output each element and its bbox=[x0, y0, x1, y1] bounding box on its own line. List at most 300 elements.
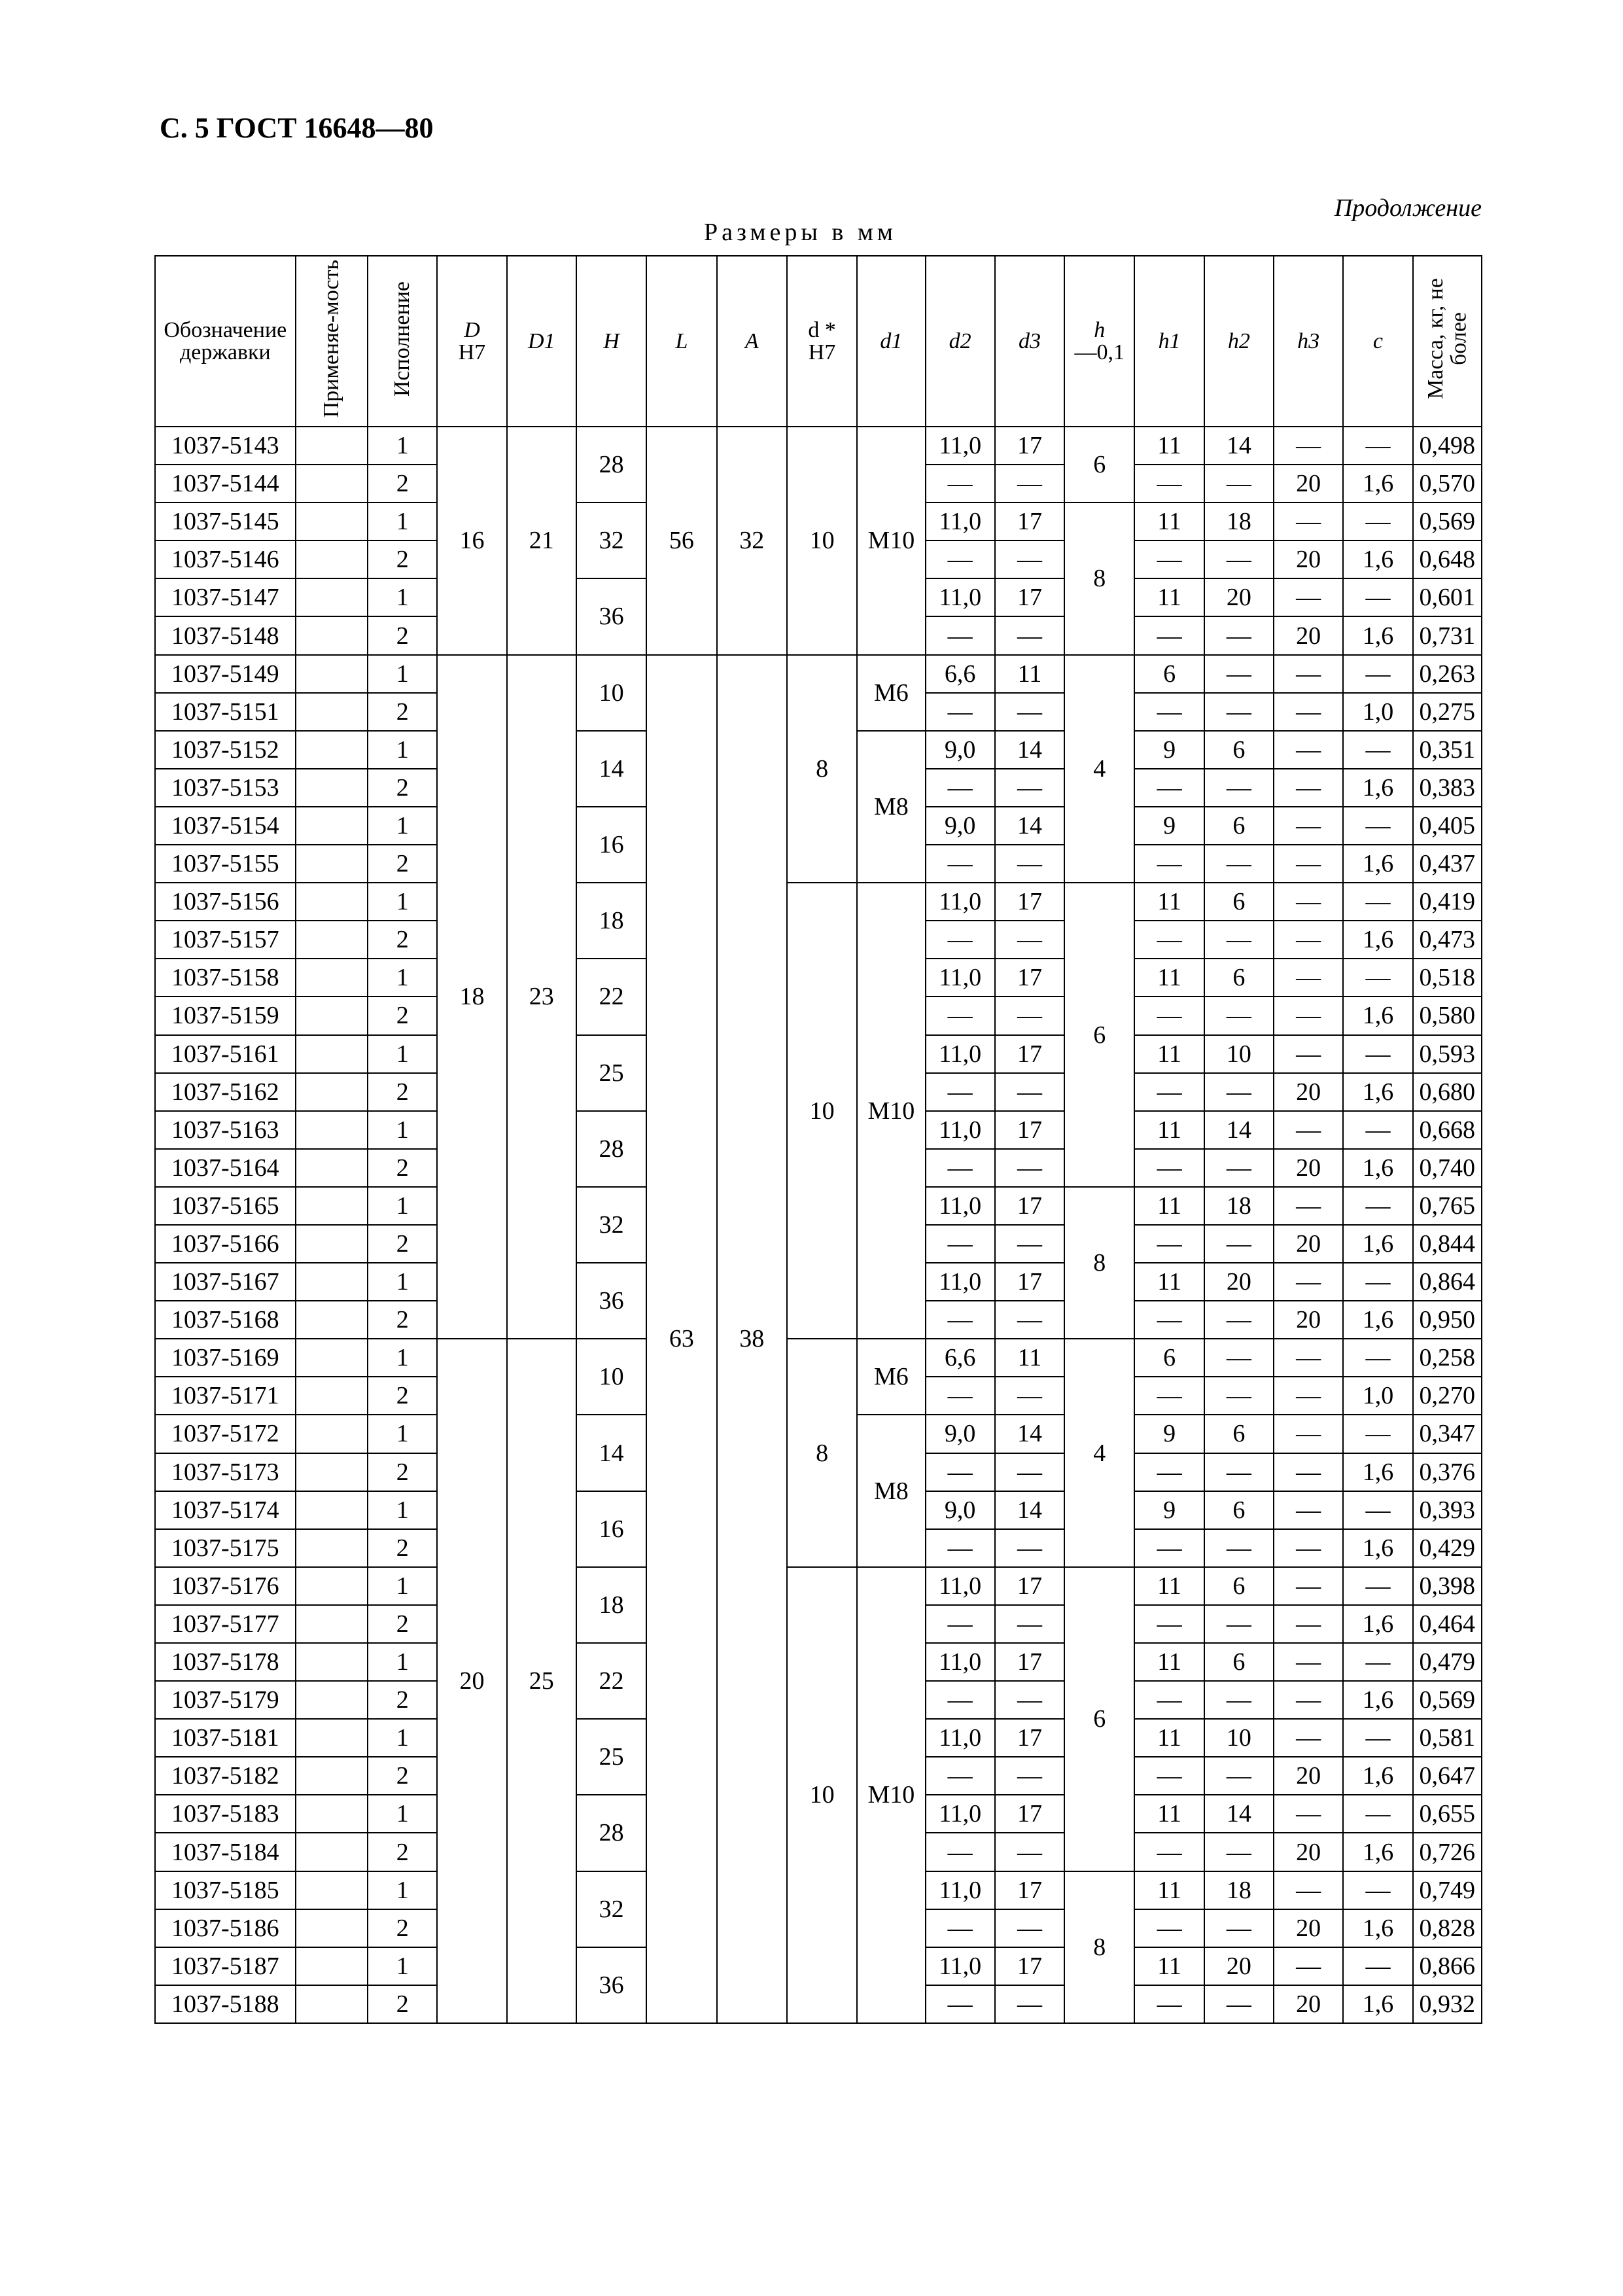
cell-d2: 11,0 bbox=[926, 1567, 995, 1605]
col-h2: h2 bbox=[1204, 256, 1274, 427]
cell-h1: — bbox=[1134, 693, 1204, 731]
cell-designation: 1037-5183 bbox=[155, 1795, 296, 1833]
cell-c: — bbox=[1343, 1567, 1412, 1605]
cell-h2: — bbox=[1204, 1529, 1274, 1567]
cell-h1: 9 bbox=[1134, 1415, 1204, 1453]
cell-version: 2 bbox=[368, 1529, 437, 1567]
cell-h3: 20 bbox=[1274, 1985, 1343, 2023]
cell-c: 1,6 bbox=[1343, 465, 1412, 503]
col-c: c bbox=[1343, 256, 1412, 427]
cell-d3: 17 bbox=[995, 578, 1064, 616]
cell-c: — bbox=[1343, 503, 1412, 540]
cell-H: 32 bbox=[576, 1871, 646, 1947]
cell-d2: — bbox=[926, 1225, 995, 1263]
cell-H: 16 bbox=[576, 1491, 646, 1567]
cell-mass: 0,376 bbox=[1413, 1453, 1482, 1491]
cell-c: — bbox=[1343, 1491, 1412, 1529]
cell-designation: 1037-5163 bbox=[155, 1111, 296, 1149]
cell-h2: 18 bbox=[1204, 1871, 1274, 1909]
cell-h3: 20 bbox=[1274, 540, 1343, 578]
cell-d2: 11,0 bbox=[926, 1795, 995, 1833]
cell-mass: 0,263 bbox=[1413, 655, 1482, 693]
cell-H: 36 bbox=[576, 1947, 646, 2023]
cell-c: 1,6 bbox=[1343, 921, 1412, 959]
cell-h2: 20 bbox=[1204, 1263, 1274, 1301]
cell-h2: — bbox=[1204, 1453, 1274, 1491]
cell-h1: 11 bbox=[1134, 1871, 1204, 1909]
cell-mass: 0,950 bbox=[1413, 1301, 1482, 1339]
cell-d3: — bbox=[995, 616, 1064, 654]
cell-h3: — bbox=[1274, 1567, 1343, 1605]
cell-D1: 23 bbox=[507, 655, 576, 1339]
cell-h: 8 bbox=[1064, 1871, 1134, 2023]
cell-d2: 11,0 bbox=[926, 1187, 995, 1225]
cell-d2: — bbox=[926, 1681, 995, 1719]
cell-designation: 1037-5186 bbox=[155, 1909, 296, 1947]
cell-mass: 0,498 bbox=[1413, 427, 1482, 465]
cell-d2: 6,6 bbox=[926, 1339, 995, 1377]
cell-designation: 1037-5176 bbox=[155, 1567, 296, 1605]
cell-d2: 6,6 bbox=[926, 655, 995, 693]
cell-designation: 1037-5178 bbox=[155, 1643, 296, 1681]
cell-applicability bbox=[296, 1681, 368, 1719]
cell-designation: 1037-5169 bbox=[155, 1339, 296, 1377]
cell-applicability bbox=[296, 1985, 368, 2023]
cell-c: 1,6 bbox=[1343, 997, 1412, 1034]
cell-h2: 14 bbox=[1204, 1111, 1274, 1149]
cell-h1: 9 bbox=[1134, 1491, 1204, 1529]
cell-d3: — bbox=[995, 1301, 1064, 1339]
cell-d3: — bbox=[995, 1757, 1064, 1795]
cell-applicability bbox=[296, 1377, 368, 1415]
cell-h3: — bbox=[1274, 1491, 1343, 1529]
cell-h1: — bbox=[1134, 845, 1204, 883]
cell-h3: — bbox=[1274, 1187, 1343, 1225]
cell-d3: — bbox=[995, 1225, 1064, 1263]
cell-applicability bbox=[296, 1871, 368, 1909]
cell-d2: 11,0 bbox=[926, 883, 995, 921]
cell-h3: — bbox=[1274, 1035, 1343, 1073]
cell-version: 2 bbox=[368, 1757, 437, 1795]
table-body bbox=[155, 427, 1482, 2023]
cell-d3: 17 bbox=[995, 427, 1064, 465]
cell-version: 1 bbox=[368, 1795, 437, 1833]
cell-version: 2 bbox=[368, 921, 437, 959]
cell-mass: 0,351 bbox=[1413, 731, 1482, 769]
cell-c: 1,6 bbox=[1343, 1833, 1412, 1871]
cell-c: — bbox=[1343, 578, 1412, 616]
cell-d3: 17 bbox=[995, 1035, 1064, 1073]
cell-mass: 0,258 bbox=[1413, 1339, 1482, 1377]
cell-d2: 11,0 bbox=[926, 1035, 995, 1073]
cell-d3: — bbox=[995, 693, 1064, 731]
cell-applicability bbox=[296, 845, 368, 883]
cell-c: — bbox=[1343, 1719, 1412, 1757]
col-mass: Масса, кг, не более bbox=[1413, 256, 1482, 427]
cell-H: 28 bbox=[576, 1111, 646, 1187]
cell-h1: 11 bbox=[1134, 427, 1204, 465]
cell-h1: — bbox=[1134, 1605, 1204, 1643]
cell-H: 10 bbox=[576, 655, 646, 731]
cell-h: 6 bbox=[1064, 883, 1134, 1187]
cell-designation: 1037-5156 bbox=[155, 883, 296, 921]
cell-d2: — bbox=[926, 1985, 995, 2023]
cell-designation: 1037-5146 bbox=[155, 540, 296, 578]
cell-c: — bbox=[1343, 1339, 1412, 1377]
cell-D: 18 bbox=[437, 655, 506, 1339]
cell-h1: 11 bbox=[1134, 1263, 1204, 1301]
cell-designation: 1037-5144 bbox=[155, 465, 296, 503]
cell-mass: 0,932 bbox=[1413, 1985, 1482, 2023]
cell-designation: 1037-5177 bbox=[155, 1605, 296, 1643]
cell-h3: — bbox=[1274, 1263, 1343, 1301]
cell-d2: — bbox=[926, 921, 995, 959]
cell-c: — bbox=[1343, 731, 1412, 769]
col-D1: D1 bbox=[507, 256, 576, 427]
cell-designation: 1037-5148 bbox=[155, 616, 296, 654]
cell-d2: — bbox=[926, 616, 995, 654]
cell-c: 1,6 bbox=[1343, 1453, 1412, 1491]
cell-h2: 14 bbox=[1204, 1795, 1274, 1833]
cell-c: 1,6 bbox=[1343, 1301, 1412, 1339]
cell-version: 1 bbox=[368, 655, 437, 693]
cell-h1: 11 bbox=[1134, 1795, 1204, 1833]
cell-applicability bbox=[296, 1833, 368, 1871]
cell-applicability bbox=[296, 1301, 368, 1339]
cell-d3: 14 bbox=[995, 1491, 1064, 1529]
cell-h2: — bbox=[1204, 655, 1274, 693]
cell-version: 2 bbox=[368, 1301, 437, 1339]
cell-h3: — bbox=[1274, 769, 1343, 807]
cell-d2: — bbox=[926, 1073, 995, 1111]
cell-version: 2 bbox=[368, 997, 437, 1034]
cell-designation: 1037-5153 bbox=[155, 769, 296, 807]
cell-applicability bbox=[296, 921, 368, 959]
holder-spec-table bbox=[154, 255, 1482, 2024]
cell-mass: 0,593 bbox=[1413, 1035, 1482, 1073]
cell-d1: M8 bbox=[857, 1415, 925, 1566]
cell-version: 1 bbox=[368, 1415, 437, 1453]
cell-d3: — bbox=[995, 921, 1064, 959]
cell-applicability bbox=[296, 1947, 368, 1985]
cell-h3: — bbox=[1274, 1871, 1343, 1909]
col-h: h —0,1 bbox=[1064, 256, 1134, 427]
table-row bbox=[155, 883, 1482, 921]
cell-h2: 18 bbox=[1204, 1187, 1274, 1225]
cell-H: 36 bbox=[576, 578, 646, 654]
cell-h2: — bbox=[1204, 845, 1274, 883]
cell-h1: 11 bbox=[1134, 1947, 1204, 1985]
cell-h1: — bbox=[1134, 769, 1204, 807]
cell-d3: 14 bbox=[995, 807, 1064, 845]
cell-mass: 0,581 bbox=[1413, 1719, 1482, 1757]
cell-h3: 20 bbox=[1274, 1833, 1343, 1871]
cell-h3: — bbox=[1274, 1529, 1343, 1567]
cell-c: — bbox=[1343, 655, 1412, 693]
cell-h3: — bbox=[1274, 1643, 1343, 1681]
cell-c: 1,6 bbox=[1343, 540, 1412, 578]
cell-d2: — bbox=[926, 693, 995, 731]
cell-d2: 11,0 bbox=[926, 1719, 995, 1757]
cell-version: 2 bbox=[368, 1909, 437, 1947]
cell-h1: — bbox=[1134, 1529, 1204, 1567]
cell-h3: — bbox=[1274, 1947, 1343, 1985]
cell-h2: — bbox=[1204, 1149, 1274, 1187]
cell-version: 1 bbox=[368, 1947, 437, 1985]
cell-H: 32 bbox=[576, 1187, 646, 1263]
table-header-row bbox=[155, 256, 1482, 427]
cell-d2: — bbox=[926, 1377, 995, 1415]
cell-h3: — bbox=[1274, 997, 1343, 1034]
cell-d2: 11,0 bbox=[926, 1643, 995, 1681]
cell-h: 8 bbox=[1064, 1187, 1134, 1339]
cell-version: 2 bbox=[368, 616, 437, 654]
cell-h1: — bbox=[1134, 1073, 1204, 1111]
cell-h2: — bbox=[1204, 769, 1274, 807]
cell-mass: 0,405 bbox=[1413, 807, 1482, 845]
cell-version: 1 bbox=[368, 807, 437, 845]
cell-d2: 9,0 bbox=[926, 1415, 995, 1453]
cell-c: — bbox=[1343, 807, 1412, 845]
cell-designation: 1037-5159 bbox=[155, 997, 296, 1034]
cell-h3: — bbox=[1274, 1795, 1343, 1833]
cell-designation: 1037-5158 bbox=[155, 959, 296, 997]
cell-d3: 17 bbox=[995, 1719, 1064, 1757]
cell-d3: 17 bbox=[995, 1795, 1064, 1833]
cell-h3: — bbox=[1274, 1681, 1343, 1719]
cell-version: 2 bbox=[368, 1225, 437, 1263]
cell-h2: 6 bbox=[1204, 807, 1274, 845]
cell-h2: 18 bbox=[1204, 503, 1274, 540]
col-h3: h3 bbox=[1274, 256, 1343, 427]
cell-h2: 6 bbox=[1204, 1415, 1274, 1453]
cell-h2: — bbox=[1204, 1225, 1274, 1263]
cell-h: 8 bbox=[1064, 503, 1134, 654]
cell-h1: 11 bbox=[1134, 883, 1204, 921]
cell-d2: 11,0 bbox=[926, 959, 995, 997]
cell-h1: 11 bbox=[1134, 959, 1204, 997]
cell-d3: 17 bbox=[995, 1871, 1064, 1909]
table-row bbox=[155, 427, 1482, 465]
cell-h3: 20 bbox=[1274, 616, 1343, 654]
cell-d1: M10 bbox=[857, 427, 925, 655]
cell-designation: 1037-5145 bbox=[155, 503, 296, 540]
cell-d2: 9,0 bbox=[926, 731, 995, 769]
cell-designation: 1037-5157 bbox=[155, 921, 296, 959]
cell-H: 25 bbox=[576, 1035, 646, 1111]
cell-h2: 6 bbox=[1204, 959, 1274, 997]
cell-d2: 11,0 bbox=[926, 1947, 995, 1985]
cell-c: — bbox=[1343, 1643, 1412, 1681]
cell-designation: 1037-5174 bbox=[155, 1491, 296, 1529]
cell-d3: — bbox=[995, 1681, 1064, 1719]
cell-c: 1,6 bbox=[1343, 1757, 1412, 1795]
cell-d3: 17 bbox=[995, 1567, 1064, 1605]
cell-version: 1 bbox=[368, 503, 437, 540]
cell-version: 2 bbox=[368, 1833, 437, 1871]
cell-h1: — bbox=[1134, 1909, 1204, 1947]
cell-designation: 1037-5154 bbox=[155, 807, 296, 845]
cell-h1: 11 bbox=[1134, 1567, 1204, 1605]
cell-version: 2 bbox=[368, 769, 437, 807]
cell-h2: 20 bbox=[1204, 578, 1274, 616]
cell-H: 14 bbox=[576, 731, 646, 807]
cell-mass: 0,647 bbox=[1413, 1757, 1482, 1795]
col-version: Исполнение bbox=[368, 256, 437, 427]
cell-H: 28 bbox=[576, 1795, 646, 1871]
cell-A: 32 bbox=[717, 427, 787, 655]
cell-applicability bbox=[296, 503, 368, 540]
cell-applicability bbox=[296, 1225, 368, 1263]
cell-d3: 17 bbox=[995, 1643, 1064, 1681]
cell-applicability bbox=[296, 1643, 368, 1681]
cell-c: 1,6 bbox=[1343, 1529, 1412, 1567]
cell-mass: 0,570 bbox=[1413, 465, 1482, 503]
cell-applicability bbox=[296, 1909, 368, 1947]
cell-applicability bbox=[296, 807, 368, 845]
cell-h1: — bbox=[1134, 616, 1204, 654]
cell-d2: — bbox=[926, 465, 995, 503]
cell-mass: 0,844 bbox=[1413, 1225, 1482, 1263]
cell-applicability bbox=[296, 1529, 368, 1567]
cell-h1: 11 bbox=[1134, 503, 1204, 540]
cell-c: — bbox=[1343, 1947, 1412, 1985]
cell-d3: 17 bbox=[995, 503, 1064, 540]
cell-h3: — bbox=[1274, 427, 1343, 465]
cell-applicability bbox=[296, 1187, 368, 1225]
cell-designation: 1037-5171 bbox=[155, 1377, 296, 1415]
cell-d3: — bbox=[995, 1605, 1064, 1643]
cell-d2: 9,0 bbox=[926, 1491, 995, 1529]
cell-h3: — bbox=[1274, 1415, 1343, 1453]
cell-d3: 11 bbox=[995, 655, 1064, 693]
cell-H: 28 bbox=[576, 427, 646, 503]
cell-H: 18 bbox=[576, 1567, 646, 1643]
cell-version: 1 bbox=[368, 1567, 437, 1605]
cell-h3: 20 bbox=[1274, 1225, 1343, 1263]
cell-applicability bbox=[296, 578, 368, 616]
cell-h3: — bbox=[1274, 1339, 1343, 1377]
cell-version: 1 bbox=[368, 731, 437, 769]
cell-version: 2 bbox=[368, 540, 437, 578]
cell-version: 2 bbox=[368, 1605, 437, 1643]
cell-h1: — bbox=[1134, 465, 1204, 503]
cell-d1: M8 bbox=[857, 731, 925, 883]
cell-version: 1 bbox=[368, 1491, 437, 1529]
cell-D: 16 bbox=[437, 427, 506, 655]
cell-h2: 6 bbox=[1204, 1567, 1274, 1605]
cell-h3: 20 bbox=[1274, 1073, 1343, 1111]
cell-applicability bbox=[296, 655, 368, 693]
cell-h2: — bbox=[1204, 465, 1274, 503]
cell-version: 2 bbox=[368, 845, 437, 883]
cell-h2: 10 bbox=[1204, 1035, 1274, 1073]
cell-h3: — bbox=[1274, 807, 1343, 845]
cell-h: 4 bbox=[1064, 655, 1134, 883]
cell-h2: — bbox=[1204, 997, 1274, 1034]
cell-version: 1 bbox=[368, 1187, 437, 1225]
cell-h3: — bbox=[1274, 1111, 1343, 1149]
cell-d3: 17 bbox=[995, 1111, 1064, 1149]
page-header: С. 5 ГОСТ 16648—80 bbox=[160, 112, 434, 144]
cell-version: 1 bbox=[368, 1339, 437, 1377]
cell-c: 1,6 bbox=[1343, 845, 1412, 883]
cell-version: 2 bbox=[368, 1073, 437, 1111]
cell-applicability bbox=[296, 1453, 368, 1491]
cell-version: 1 bbox=[368, 1263, 437, 1301]
cell-d2: — bbox=[926, 1909, 995, 1947]
cell-version: 1 bbox=[368, 578, 437, 616]
cell-h3: — bbox=[1274, 845, 1343, 883]
cell-h2: 6 bbox=[1204, 731, 1274, 769]
cell-H: 14 bbox=[576, 1415, 646, 1491]
cell-designation: 1037-5179 bbox=[155, 1681, 296, 1719]
cell-h2: — bbox=[1204, 1909, 1274, 1947]
cell-h1: 6 bbox=[1134, 655, 1204, 693]
cell-H: 22 bbox=[576, 1643, 646, 1719]
cell-version: 1 bbox=[368, 1111, 437, 1149]
cell-h1: — bbox=[1134, 1681, 1204, 1719]
cell-h3: — bbox=[1274, 1453, 1343, 1491]
col-d3: d3 bbox=[995, 256, 1064, 427]
cell-d: 10 bbox=[787, 883, 857, 1339]
cell-designation: 1037-5167 bbox=[155, 1263, 296, 1301]
cell-mass: 0,419 bbox=[1413, 883, 1482, 921]
cell-h1: — bbox=[1134, 1225, 1204, 1263]
cell-d: 8 bbox=[787, 655, 857, 883]
cell-d1: M6 bbox=[857, 655, 925, 731]
cell-h3: 20 bbox=[1274, 1909, 1343, 1947]
cell-c: 1,6 bbox=[1343, 1073, 1412, 1111]
cell-h1: 11 bbox=[1134, 578, 1204, 616]
cell-h1: 11 bbox=[1134, 1187, 1204, 1225]
cell-d3: 14 bbox=[995, 731, 1064, 769]
cell-designation: 1037-5185 bbox=[155, 1871, 296, 1909]
cell-h1: — bbox=[1134, 1453, 1204, 1491]
cell-d3: 14 bbox=[995, 1415, 1064, 1453]
cell-designation: 1037-5172 bbox=[155, 1415, 296, 1453]
cell-mass: 0,347 bbox=[1413, 1415, 1482, 1453]
col-d: d * H7 bbox=[787, 256, 857, 427]
cell-c: 1,6 bbox=[1343, 1681, 1412, 1719]
cell-mass: 0,668 bbox=[1413, 1111, 1482, 1149]
cell-h1: — bbox=[1134, 997, 1204, 1034]
cell-d2: 11,0 bbox=[926, 1871, 995, 1909]
cell-h1: — bbox=[1134, 1833, 1204, 1871]
cell-designation: 1037-5151 bbox=[155, 693, 296, 731]
cell-L: 56 bbox=[646, 427, 716, 655]
cell-applicability bbox=[296, 616, 368, 654]
cell-d3: — bbox=[995, 540, 1064, 578]
cell-mass: 0,731 bbox=[1413, 616, 1482, 654]
cell-d2: — bbox=[926, 1453, 995, 1491]
cell-designation: 1037-5168 bbox=[155, 1301, 296, 1339]
col-designation: Обозначение державки bbox=[155, 256, 296, 427]
cell-c: — bbox=[1343, 1111, 1412, 1149]
cell-h: 6 bbox=[1064, 427, 1134, 503]
cell-h3: — bbox=[1274, 883, 1343, 921]
cell-d3: 11 bbox=[995, 1339, 1064, 1377]
cell-designation: 1037-5173 bbox=[155, 1453, 296, 1491]
cell-designation: 1037-5175 bbox=[155, 1529, 296, 1567]
cell-applicability bbox=[296, 1339, 368, 1377]
cell-designation: 1037-5162 bbox=[155, 1073, 296, 1111]
cell-mass: 0,479 bbox=[1413, 1643, 1482, 1681]
cell-version: 2 bbox=[368, 1453, 437, 1491]
cell-d2: 11,0 bbox=[926, 427, 995, 465]
cell-applicability bbox=[296, 959, 368, 997]
col-d1: d1 bbox=[857, 256, 925, 427]
